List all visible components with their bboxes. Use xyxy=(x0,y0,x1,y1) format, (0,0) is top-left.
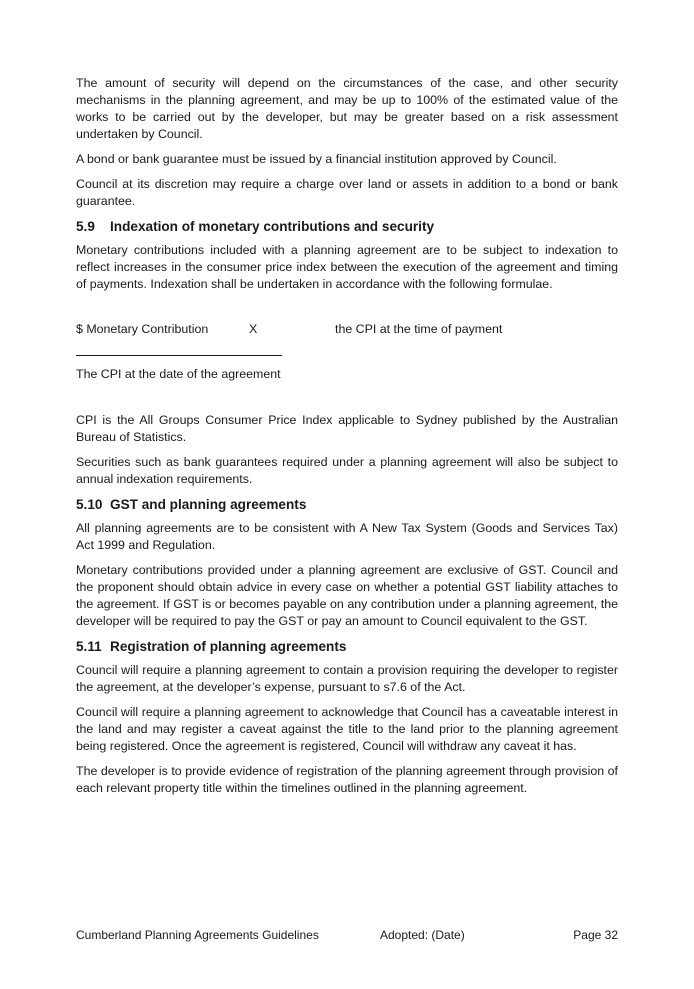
footer-adopted-date: Adopted: (Date) xyxy=(380,928,465,942)
formula-left-term: $ Monetary Contribution xyxy=(76,322,209,336)
register-agreement-paragraph: Council will require a planning agreement to contain a provision requiring the developer to register the agreement, at the developer’s expense, pursuant to s7.6 of the Act. xyxy=(76,663,618,694)
securities-indexation-paragraph: Securities such as bank guarantees required under a planning agreement will also be subject to annual indexation requirements. xyxy=(76,455,618,486)
section-title: GST and planning agreements xyxy=(110,497,307,512)
section-5-9-heading xyxy=(76,218,618,236)
section-title: Indexation of monetary contributions and security xyxy=(110,219,435,234)
section-title: Registration of planning agreements xyxy=(110,639,347,654)
indexation-paragraph: Monetary contributions included with a planning agreement are to be subject to indexation to reflect increases in the consumer price index between the execution of the agreement and timing of payments. Indexation shall be undertaken in accordance with the following formulae. xyxy=(76,243,618,291)
gst-exclusive-paragraph: Monetary contributions provided under a planning agreement are exclusive of GST. Council and the proponent should obtain advice in every case on whether a potential GST liability attaches to the agreement. If GST is or becomes payable on any contribution under a planning agreement, the developer will be required to pay the GST or pay an amount to Council equivalent to the GST. xyxy=(76,563,618,628)
caveat-paragraph: Council will require a planning agreement to acknowledge that Council has a caveatable interest in the land and may register a caveat against the title to the land prior to the planning agreement being registered. Once the agreement is registered, Council will withdraw any caveat it has. xyxy=(76,705,618,753)
gst-consistency-paragraph: All planning agreements are to be consistent with A New Tax System (Goods and Services Tax) Act 1999 and Regulation. xyxy=(76,521,618,552)
footer-page-number: Page 32 xyxy=(573,928,618,942)
formula-divider xyxy=(76,355,282,356)
page-content xyxy=(76,75,618,805)
security-amount-paragraph: The amount of security will depend on the circumstances of the case, and other security mechanisms in the planning agreement, and may be up to 100% of the estimated value of the works to be carried out by the developer, but may be greater based on a risk assessment undertaken by Council. xyxy=(76,76,618,141)
section-number: 5.11 xyxy=(76,639,102,654)
page-footer xyxy=(76,927,618,943)
formula-right-term: the CPI at the time of payment xyxy=(335,322,503,336)
formula-operator: X xyxy=(249,322,258,336)
formula-denominator: The CPI at the date of the agreement xyxy=(76,367,281,381)
footer-document-title: Cumberland Planning Agreements Guidelines xyxy=(76,928,319,942)
section-5-11-heading xyxy=(76,638,618,656)
registration-evidence-paragraph: The developer is to provide evidence of registration of the planning agreement through provision of each relevant property title within the timelines outlined in the planning agreement. xyxy=(76,764,618,795)
section-number: 5.10 xyxy=(76,497,103,512)
formula-numerator xyxy=(76,321,618,338)
cpi-definition-paragraph: CPI is the All Groups Consumer Price Index applicable to Sydney published by the Australian Bureau of Statistics. xyxy=(76,413,618,444)
section-number: 5.9 xyxy=(76,219,95,234)
charge-paragraph: Council at its discretion may require a charge over land or assets in addition to a bond or bank guarantee. xyxy=(76,177,618,208)
section-5-10-heading xyxy=(76,496,618,514)
bond-paragraph: A bond or bank guarantee must be issued by a financial institution approved by Council. xyxy=(76,152,557,166)
